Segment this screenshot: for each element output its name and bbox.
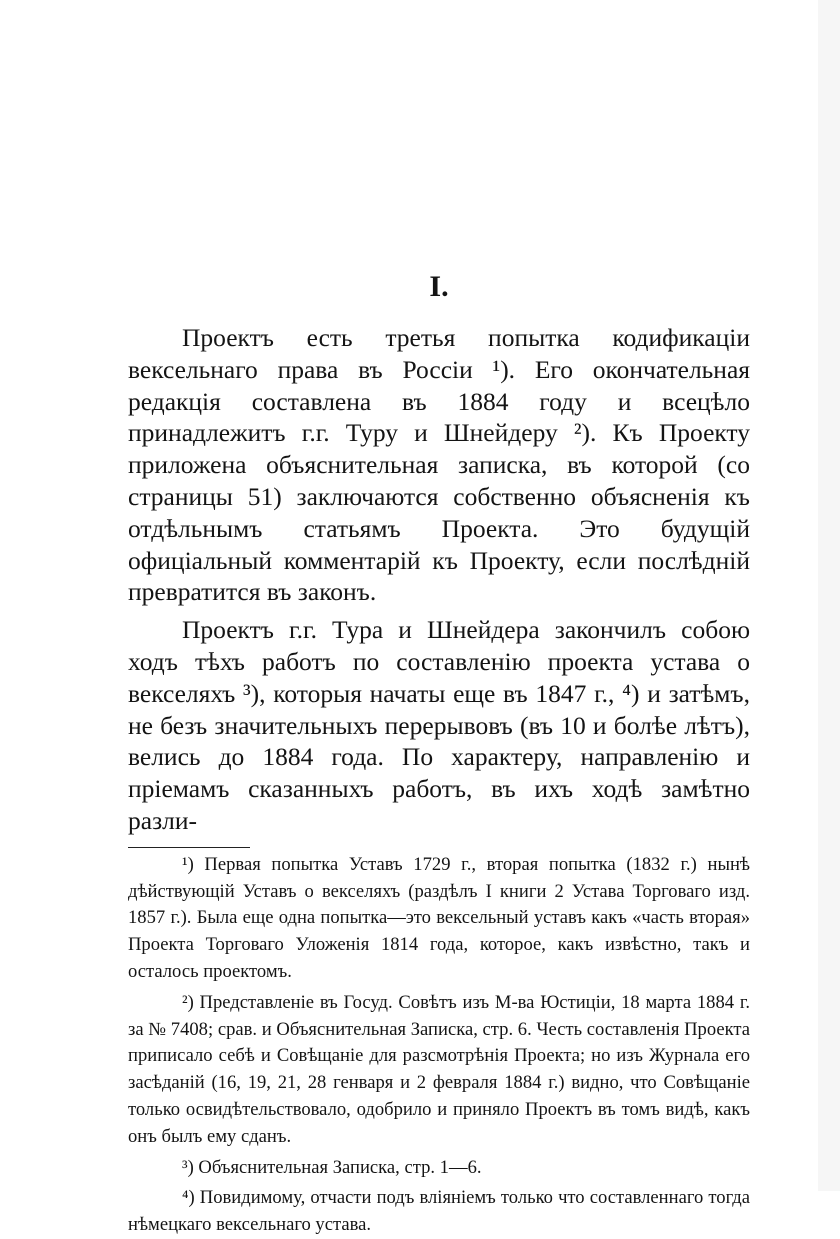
scan-margin xyxy=(818,0,840,1191)
chapter-number: I. xyxy=(429,270,449,303)
paragraph: Проектъ есть третья попытка кодификаціи вексельнаго права въ Россіи ¹). Его окончательная редакція составлена въ 1884 году и всецѣло принадлежитъ г.г. Туру и Шнейдеру ²). Къ Проекту приложена объяснительная записка, въ которой (со страницы 51) заключаются собственно объясненія къ отдѣльнымъ статьямъ Проекта. Это будущій офиціальный комментарій къ Проекту, если послѣдній превратится въ законъ. xyxy=(128,323,750,607)
footnotes xyxy=(128,852,750,1239)
footnote-separator xyxy=(128,847,250,848)
paragraph: Проектъ г.г. Тура и Шнейдера закончилъ собою ходъ тѣхъ работъ по составленію проекта устава о векселяхъ ³), которыя начаты еще въ 1847 г., ⁴) и затѣмъ, не безъ значительныхъ перерывовъ (въ 10 и болѣе лѣтъ), велись до 1884 года. По характеру, направленію и пріемамъ сказанныхъ работъ, въ ихъ ходѣ замѣтно разли- xyxy=(128,615,750,835)
footnote: ³) Объяснительная Записка, стр. 1—6. xyxy=(182,1156,482,1178)
footnote: ²) Представленіе въ Госуд. Совѣтъ изъ М-ва Юстиціи, 18 марта 1884 г. за № 7408; срав. и Объяснительная Записка, стр. 6. Честь составленія Проекта приписало себѣ и Совѣщаніе для разсмотрѣнія Проекта; но изъ Журнала его засѣданій (16, 19, 21, 28 генваря и 2 февраля 1884 г.) видно, что Совѣщаніе только освидѣтельствовало, одобрило и приняло Проектъ въ томъ видѣ, какъ онъ былъ ему сданъ. xyxy=(128,991,750,1147)
footnote: ¹) Первая попытка Уставъ 1729 г., вторая попытка (1832 г.) нынѣ дѣйствующій Уставъ о векселяхъ (раздѣлъ I книги 2 Устава Торговаго изд. 1857 г.). Была еще одна попытка—это вексельный уставъ какъ «часть вторая» Проекта Торговаго Уложенія 1814 года, которое, какъ извѣстно, такъ и осталось проектомъ. xyxy=(128,853,750,982)
page-content xyxy=(128,270,750,1239)
body-text xyxy=(128,322,750,837)
footnote: ⁴) Повидимому, отчасти подъ вліяніемъ только что составленнаго тогда нѣмецкаго вексельнаго устава. xyxy=(128,1187,750,1236)
